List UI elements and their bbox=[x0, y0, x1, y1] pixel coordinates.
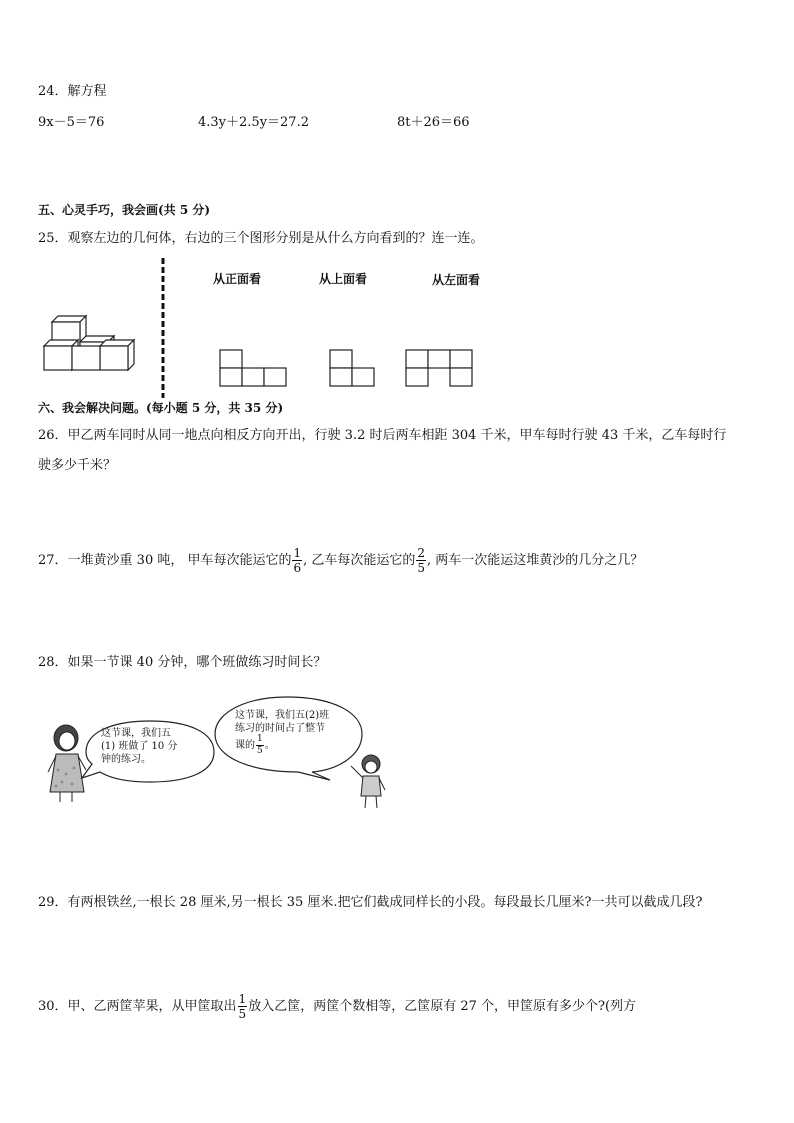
view-shape-1 bbox=[219, 349, 289, 387]
bubble-2-line-1: 这节课，我们五(2)班 bbox=[235, 710, 330, 721]
section-5-title: 五、心灵手巧，我会画(共 5 分) bbox=[38, 203, 211, 217]
bubble-2-line-3 bbox=[235, 735, 329, 756]
q27-fraction-2 bbox=[416, 547, 426, 574]
q30-part-2: 放入乙筐，两筐个数相等，乙筐原有 27 个，甲筐原有多少个?(列方 bbox=[248, 999, 637, 1014]
view-shape-2 bbox=[329, 349, 377, 387]
q30-fraction-num: 1 bbox=[238, 992, 247, 1006]
bubble-1-line-3: 钟的练习。 bbox=[101, 754, 151, 765]
q30-part-1: 30．甲、乙两筐苹果，从甲筐取出 bbox=[38, 999, 237, 1014]
section-6-title: 六、我会解决问题。(每小题 5 分，共 35 分) bbox=[38, 401, 284, 415]
q24-title: 24．解方程 bbox=[38, 84, 107, 99]
q27-fraction-1-num: 1 bbox=[293, 546, 302, 560]
q27-part-2: , 乙车每次能运它的 bbox=[303, 553, 416, 568]
bubble-2-line-3-end: 。 bbox=[264, 740, 275, 751]
q27-fraction-1-den: 6 bbox=[293, 561, 302, 575]
q24-equation-2: 4.3y＋2.5y＝27.2 bbox=[198, 115, 309, 130]
q29-text: 29．有两根铁丝,一根长 28 厘米,另一根长 35 厘米.把它们截成同样长的小段。每段最长几厘米?一共可以截成几段? bbox=[38, 895, 703, 910]
cube-solid-figure bbox=[40, 312, 140, 392]
q25-text: 25．观察左边的几何体，右边的三个图形分别是从什么方向看到的？连一连。 bbox=[38, 231, 484, 246]
bubble-2-text bbox=[235, 709, 329, 756]
q24-equation-1: 9x－5＝76 bbox=[38, 115, 105, 130]
view-shape-3 bbox=[405, 349, 475, 387]
view-left-label: 从左面看 bbox=[432, 273, 481, 287]
q26-line-1: 26．甲乙两车同时从同一地点向相反方向开出，行驶 3.2 时后两车相距 304 千米，甲车每时行驶 43 千米，乙车每时行 bbox=[38, 428, 727, 443]
view-front-label: 从正面看 bbox=[213, 272, 262, 286]
boy-illustration bbox=[345, 752, 390, 812]
bubble-2-fraction-den: 5 bbox=[257, 746, 263, 756]
bubble-2-line-3-text: 课的 bbox=[235, 740, 255, 751]
q27-fraction-2-den: 5 bbox=[417, 561, 426, 575]
q28-text: 28．如果一节课 40 分钟，哪个班做练习时间长？ bbox=[38, 655, 327, 670]
dashed-divider bbox=[160, 258, 166, 398]
q27-fraction-2-num: 2 bbox=[417, 546, 426, 560]
q26-line-2: 驶多少千米？ bbox=[38, 458, 117, 473]
q27-part-1: 27．一堆黄沙重 30 吨， 甲车每次能运它的 bbox=[38, 553, 292, 568]
q27-fraction-1 bbox=[292, 547, 302, 574]
bubble-1-line-1: 这节课，我们五 bbox=[101, 728, 171, 739]
q24-equation-3: 8t＋26＝66 bbox=[397, 115, 470, 130]
bubble-2-fraction-num: 1 bbox=[257, 734, 263, 744]
view-top-label: 从上面看 bbox=[319, 272, 368, 286]
q30-fraction bbox=[238, 993, 248, 1020]
q30-fraction-den: 5 bbox=[238, 1007, 247, 1021]
q27-part-3: , 两车一次能运这堆黄沙的几分之几？ bbox=[427, 553, 644, 568]
bubble-2-fraction bbox=[256, 735, 264, 756]
bubble-1-text bbox=[101, 727, 177, 766]
q27-text bbox=[38, 547, 643, 574]
q30-text bbox=[38, 993, 636, 1020]
bubble-1-line-2: (1) 班做了 10 分 bbox=[101, 741, 178, 752]
bubble-2-line-2: 练习的时间占了整节 bbox=[235, 723, 325, 734]
